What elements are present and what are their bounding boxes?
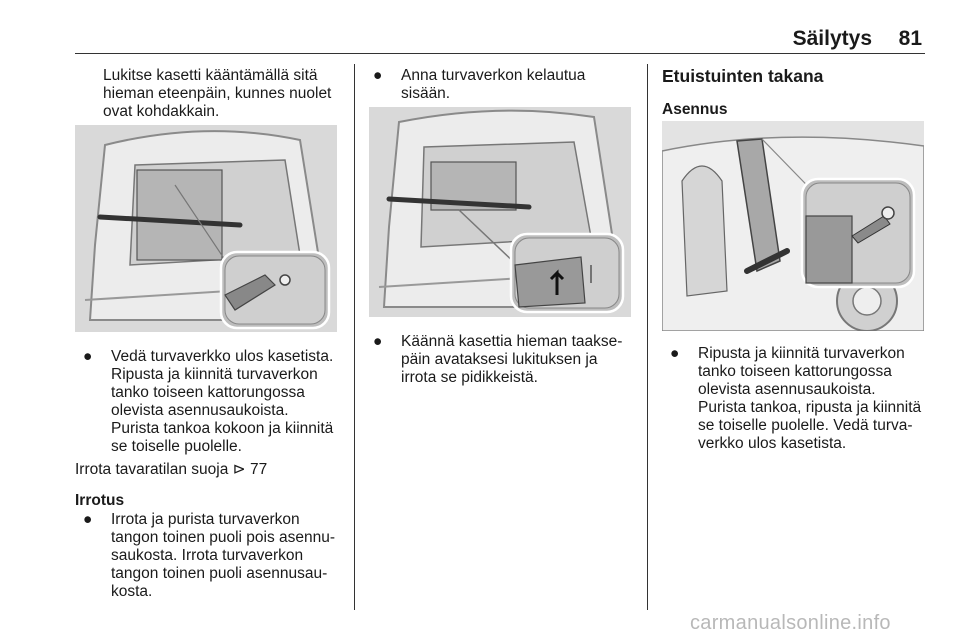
col1-intro-line-2: hieman eteenpäin, kunnes nuolet (103, 85, 332, 102)
col1-intro-line-3: ovat kohdakkain. (103, 103, 220, 120)
cross-reference-text: Irrota tavaratilan suoja (75, 461, 229, 478)
cross-reference-arrow-icon: ⊳ (232, 461, 246, 478)
col3-bullet1-line-3: olevista asennusaukoista. (698, 381, 876, 398)
bullet-dot: ● (670, 345, 680, 362)
page-number: 81 (898, 27, 922, 50)
header-rule (75, 53, 925, 54)
col2-bullet-1 (373, 67, 643, 107)
bullet-dot: ● (373, 333, 383, 350)
column-divider-1 (354, 64, 355, 610)
heading-irrotus: Irrotus (75, 492, 125, 509)
col1-bullet2-line-4: tangon toinen puoli asennusau- (111, 565, 328, 582)
col2-bullet1-line-1: Anna turvaverkon kelautua (401, 67, 586, 84)
page-header-title: Säilytys (792, 27, 872, 50)
cross-reference-link[interactable] (75, 461, 267, 479)
col1-bullet1-line-5: Purista tankoa kokoon ja kiinnitä (111, 420, 334, 437)
bullet-dot: ● (373, 67, 383, 84)
col1-bullet2-line-1: Irrota ja purista turvaverkon (111, 511, 300, 528)
col3-bullet-1 (670, 345, 930, 455)
col2-bullet2-line-3: irrota se pidikkeistä. (401, 369, 538, 386)
col1-bullet1-line-4: olevista asennusaukoista. (111, 402, 289, 419)
watermark-text: carmanualsonline.info (690, 612, 891, 634)
col3-bullet1-line-4: Purista tankoa, ripusta ja kiinnitä (698, 399, 922, 416)
col2-bullet2-line-1: Käännä kasettia hieman taakse- (401, 333, 623, 350)
illustration-cargo-net-roof-mount (75, 125, 337, 332)
illustration-net-retraction (369, 107, 631, 317)
col1-bullet1-line-2: Ripusta ja kiinnitä turvaverkon (111, 366, 318, 383)
bullet-dot: ● (83, 348, 93, 365)
col1-bullet2-line-3: saukosta. Irrota turvaverkon (111, 547, 304, 564)
col1-bullet2-line-5: kosta. (111, 583, 153, 600)
col1-intro-line-1: Lukitse kasetti kääntämällä sitä (103, 67, 318, 84)
col1-bullet-1 (83, 348, 353, 458)
col1-bullet1-line-6: se toiselle puolelle. (111, 438, 242, 455)
col1-bullet1-line-1: Vedä turvaverkko ulos kasetista. (111, 348, 334, 365)
col3-bullet1-line-1: Ripusta ja kiinnitä turvaverkon (698, 345, 905, 362)
heading-asennus: Asennus (662, 101, 728, 118)
col2-bullet2-line-2: päin avataksesi lukituksen ja (401, 351, 598, 368)
col3-bullet1-line-5: se toiselle puolelle. Vedä turva- (698, 417, 913, 434)
bullet-dot: ● (83, 511, 93, 528)
cross-reference-page: 77 (249, 461, 268, 478)
col2-bullet-2 (373, 333, 643, 391)
col1-bullet2-line-2: tangon toinen puoli pois asennu- (111, 529, 336, 546)
illustration-front-seat-net-install (662, 121, 924, 331)
col3-bullet1-line-6: verkko ulos kasetista. (698, 435, 847, 452)
col1-bullet1-line-3: tanko toiseen kattorungossa (111, 384, 305, 401)
section-heading-etuistuinten-takana: Etuistuinten takana (662, 66, 824, 86)
column-divider-2 (647, 64, 648, 610)
col3-bullet1-line-2: tanko toiseen kattorungossa (698, 363, 892, 380)
col1-bullet-2 (83, 511, 353, 603)
col2-bullet1-line-2: sisään. (401, 85, 451, 102)
